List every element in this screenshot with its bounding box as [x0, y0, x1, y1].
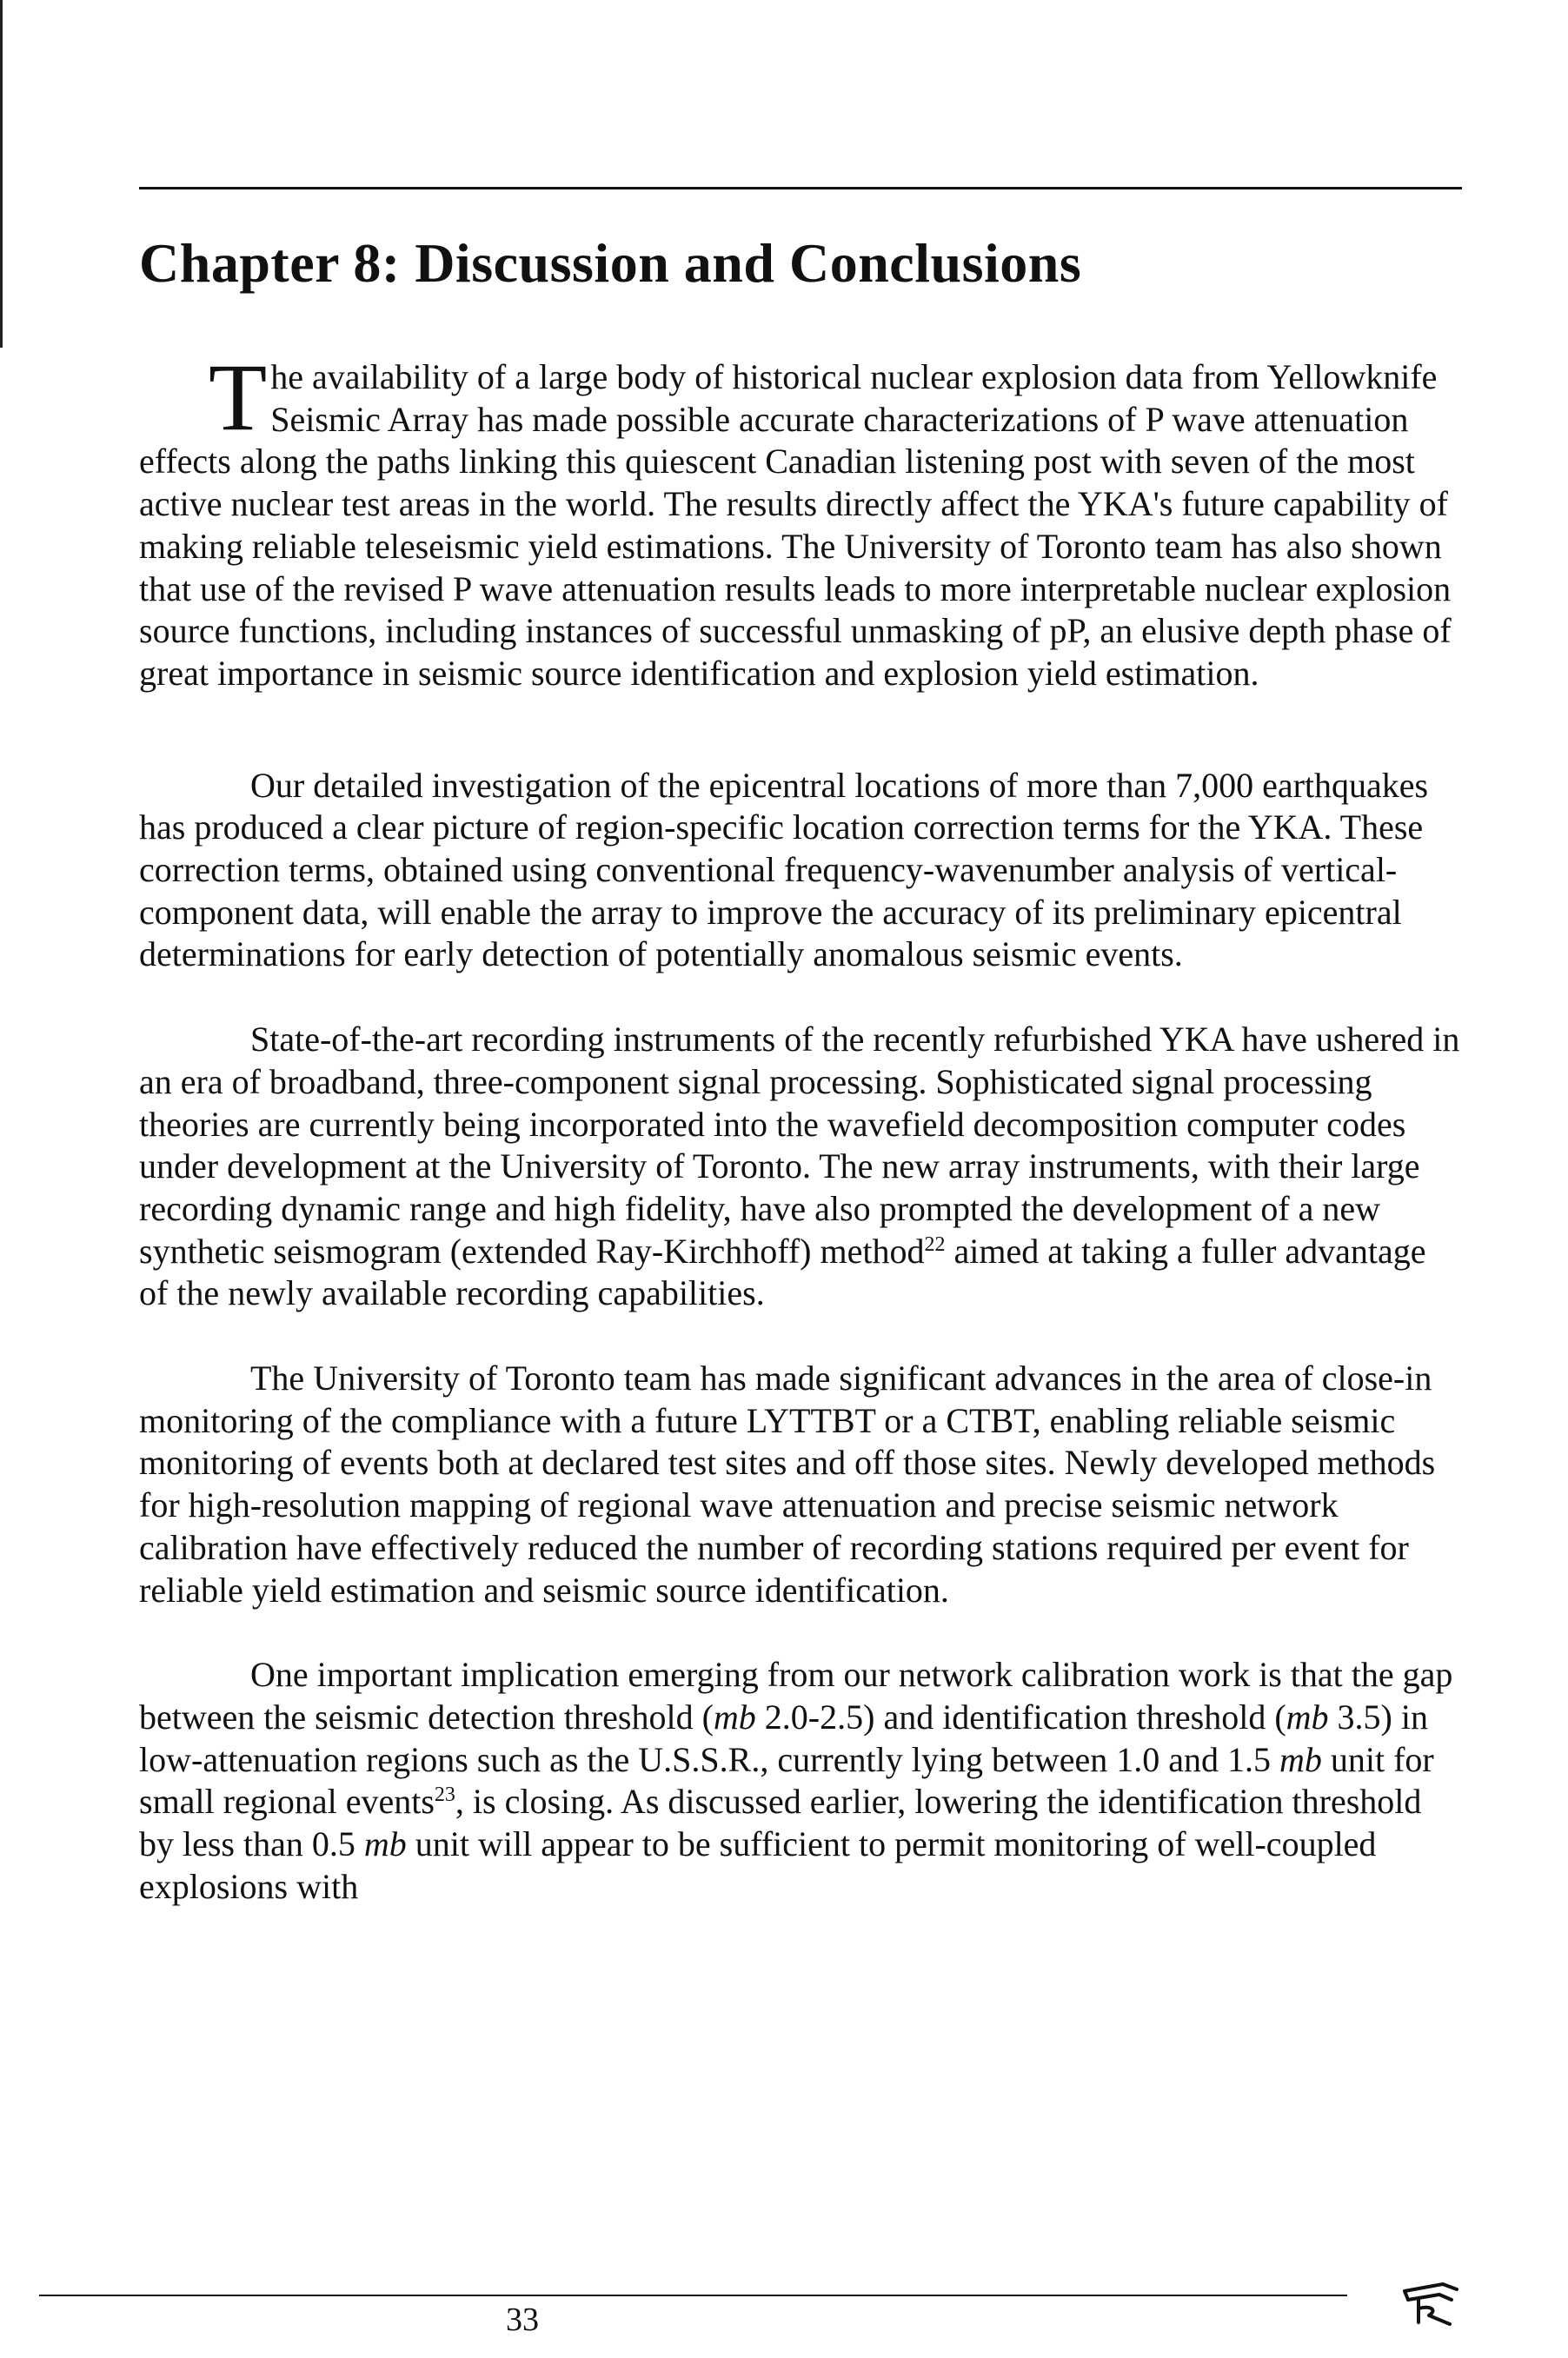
body-text	[139, 344, 1462, 1951]
page-number: 33	[506, 2302, 539, 2338]
paragraph-5-text-5: , is closing. As discussed earlier, lowering the identification threshold by less than 0.5	[139, 1782, 1422, 1864]
chapter-title: Chapter 8: Discussion and Conclusions	[139, 232, 1082, 294]
reference-22: 22	[924, 1232, 946, 1256]
paragraph-5-text-3: 3.5) in low-attenuation regions such as the U.S.S.R., currently lying between 1.0 and 1.5	[139, 1697, 1428, 1779]
mb-symbol: mb	[1286, 1697, 1329, 1737]
publisher-logo-icon	[1399, 2279, 1462, 2328]
paragraph-1	[139, 344, 1462, 695]
paragraph-5-text-1: One important implication emerging from our network calibration work is that the gap between the seismic detection threshold (	[139, 1655, 1453, 1737]
paragraph-3-text-b: aimed at taking a fuller advantage of the newly available recording capabilities.	[139, 1231, 1426, 1313]
paragraph-5-text-2: 2.0-2.5) and identification threshold (	[755, 1697, 1286, 1737]
paragraph-5	[139, 1654, 1462, 1908]
paragraph-1-text: he availability of a large body of historical nuclear explosion data from Yellowknife Seismic Array has made possible accurate characterizations of P wave attenuation effects along the paths linking this quiescent Canadian listening post with seven of the most active nuclear test areas in the world. The results directly affect the YKA's future capability of making reliable teleseismic yield estimations. The University of Toronto team has also shown that use of the revised P wave attenuation results leads to more interpretable nuclear explosion source functions, including instances of successful unmasking of pP, an elusive depth phase of great importance in seismic source identification and explosion yield estimation.	[139, 357, 1452, 693]
page-edge-shadow	[0, 0, 3, 348]
header-rule	[139, 187, 1462, 189]
paragraph-3-text-a: State-of-the-art recording instruments of the recently refurbished YKA have ushered in an era of broadband, three-component signal processing. Sophisticated signal processing theories are currently being incorporated into the wavefield decomposition computer codes under development at the University of Toronto. The new array instruments, with their large recording dynamic range and high fidelity, have also prompted the development of a new synthetic seismogram (extended Ray-Kirchhoff) method	[139, 1020, 1460, 1271]
paragraph-5-text-4: unit for small regional events	[139, 1739, 1434, 1822]
mb-symbol: mb	[363, 1824, 407, 1864]
paragraph-5-text-6: unit will appear to be sufficient to permit monitoring of well-coupled explosions with	[139, 1824, 1377, 1906]
mb-symbol: mb	[713, 1697, 756, 1737]
paragraph-2: Our detailed investigation of the epicentral locations of more than 7,000 earthquakes has produced a clear picture of region-specific location correction terms for the YKA. These correction terms, obtained using conventional frequency-wavenumber analysis of vertical-component data, will enable the array to improve the accuracy of its preliminary epicentral determinations for early detection of potentially anomalous seismic events.	[139, 765, 1429, 974]
reference-23: 23	[434, 1783, 455, 1807]
mb-symbol: mb	[1279, 1739, 1322, 1779]
drop-cap: T	[209, 344, 268, 450]
footer-rule	[39, 2295, 1347, 2296]
paragraph-4: The University of Toronto team has made significant advances in the area of close-in monitoring of the compliance with a future LYTTBT or a CTBT, enabling reliable seismic monitoring of events both at declared test sites and off those sites. Newly developed methods for high-resolution mapping of regional wave attenuation and precise seismic network calibration have effectively reduced the number of recording stations required per event for reliable yield estimation and seismic source identification.	[139, 1358, 1436, 1610]
paragraph-3	[139, 1019, 1462, 1315]
